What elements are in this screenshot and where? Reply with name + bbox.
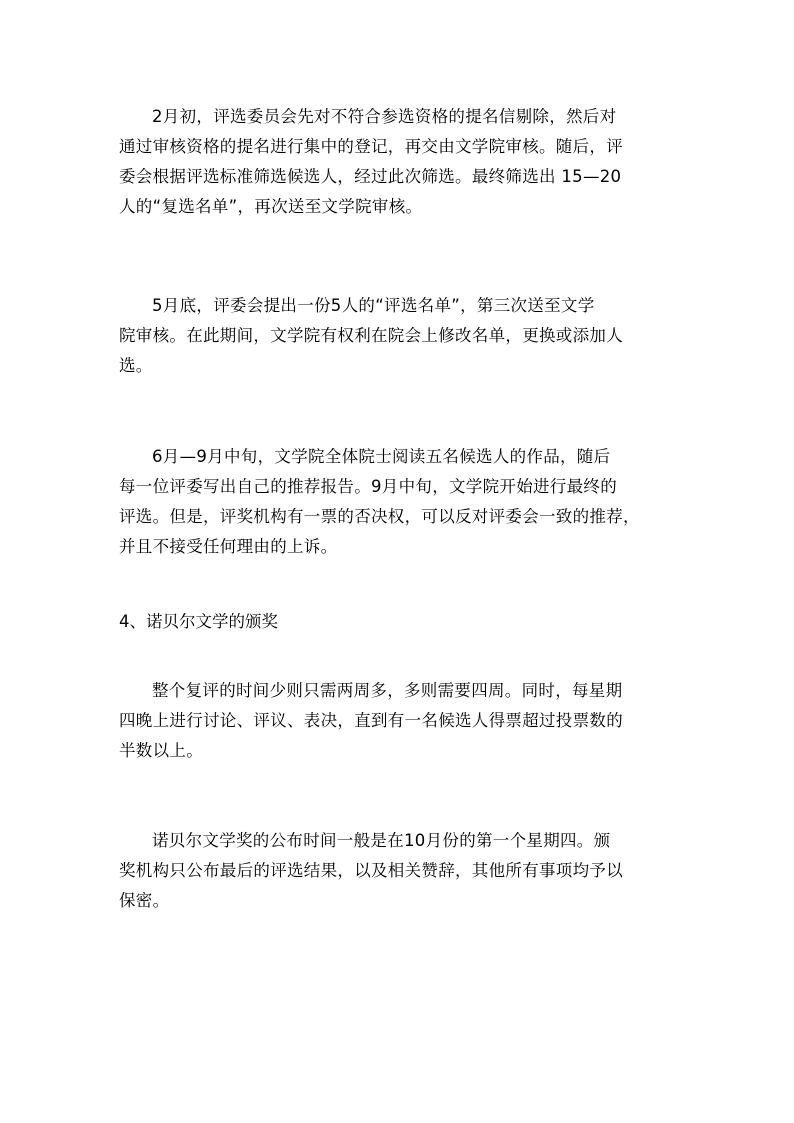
paragraph-line: 半数以上。 [119,741,203,760]
paragraph-line: 保密。 [119,891,170,910]
paragraph-line: 院审核。在此期间，文学院有权利在院会上修改名单，更换或添加人 [119,326,623,345]
paragraph-3 [119,442,679,562]
paragraph-2 [119,291,679,381]
paragraph-line: 四晚上进行讨论、评议、表决，直到有一名候选人得票超过投票数的 [119,711,623,730]
paragraph-line: 2月初，评选委员会先对不符合参选资格的提名信剔除，然后对 [152,107,617,126]
paragraph-4 [119,676,679,766]
paragraph-line: 并且不接受任何理由的上诉。 [119,537,338,556]
section-heading: 4、诺贝尔文学的颁奖 [119,612,278,631]
paragraph-line: 诺贝尔文学奖的公布时间一般是在10月份的第一个星期四。颁 [152,831,611,850]
paragraph-line: 奖机构只公布最后的评选结果，以及相关赞辞，其他所有事项均予以 [119,861,623,880]
paragraph-line: 每一位评委写出自己的推荐报告。9月中旬，文学院开始进行最终的 [119,477,617,496]
paragraph-line: 整个复评的时间少则只需两周多，多则需要四周。同时，每星期 [152,681,623,700]
paragraph-line: 通过审核资格的提名进行集中的登记，再交由文学院审核。随后，评 [119,137,623,156]
paragraph-line: 评选。但是，评奖机构有一票的否决权，可以反对评委会一致的推荐， [119,507,640,526]
paragraph-line: 人的“复选名单”，再次送至文学院审核。 [119,197,423,216]
paragraph-line: 委会根据评选标准筛选候选人，经过此次筛选。最终筛选出 15—20 [119,167,622,186]
paragraph-1 [119,102,679,222]
paragraph-line: 选。 [119,356,153,375]
paragraph-line: 6月—9月中旬，文学院全体院士阅读五名候选人的作品，随后 [152,447,611,466]
paragraph-5 [119,826,679,916]
paragraph-line: 5月底，评委会提出一份5人的“评选名单”，第三次送至文学 [152,296,595,315]
